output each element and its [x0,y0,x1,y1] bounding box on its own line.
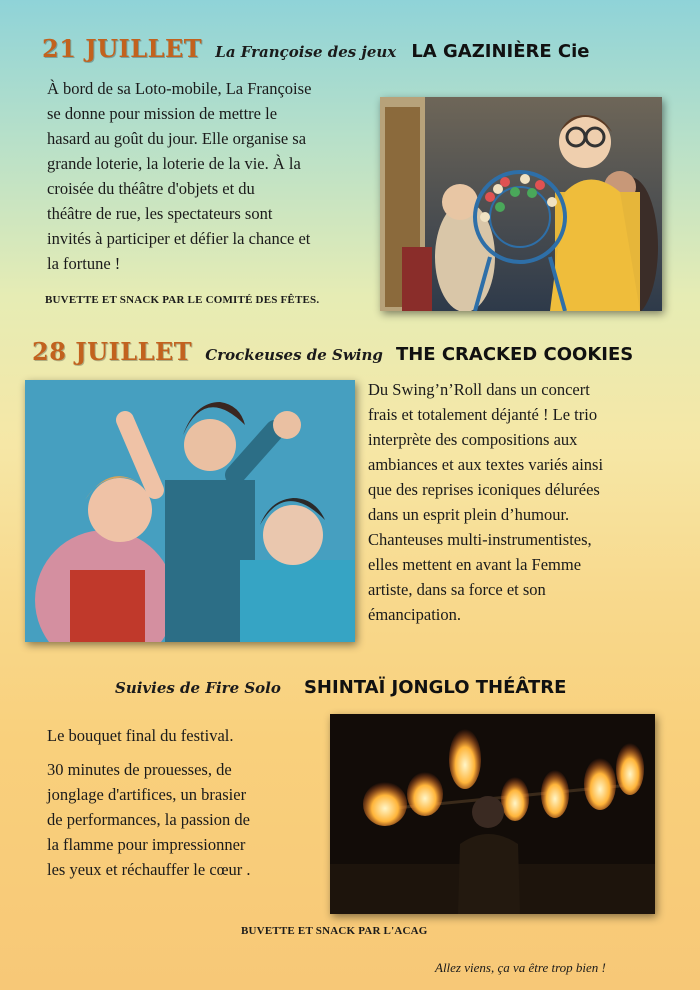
section3-heading [115,677,566,698]
section3-text [47,757,305,882]
section1-heading [42,34,590,63]
text-line: elles mettent en avant la Femme [368,555,582,574]
section2-date: 28 JUILLET [32,337,193,366]
text-line: frais et totalement déjanté ! Le trio [368,405,598,424]
text-line: croisée du théâtre d'objets et du [47,179,255,198]
text-line: la fortune ! [47,254,121,273]
text-line: se donne pour mission de mettre le [47,104,278,123]
section1-company: LA GAZINIÈRE Cie [411,41,590,62]
text-line: que des reprises iconiques délurées [368,480,600,499]
text-line: invités à participer et défier la chance et [47,229,311,248]
text-line: grande loterie, la loterie de la vie. À la [47,154,301,173]
cracked-cookies-photo [25,380,355,642]
text-line: émancipation. [368,605,462,624]
text-line: Chanteuses multi-instrumentistes, [368,530,592,549]
section3-company: SHINTAÏ JONGLO THÉÂTRE [303,677,567,698]
text-line: Du Swing’n’Roll dans un concert [368,380,590,399]
text-line: jonglage d'artifices, un brasier [47,785,247,804]
section3-intro: Le bouquet final du festival. [47,726,234,745]
section3-note: BUVETTE ET SNACK PAR L'ACAG [241,925,428,937]
text-line: 30 minutes de prouesses, de [47,760,232,779]
text-line: dans un esprit plein d’humour. [368,505,570,524]
lottery-performer-illustration [380,97,662,311]
section2-heading [32,337,633,366]
trio-illustration [25,380,355,642]
section1-subtitle: La Françoise des jeux [215,43,397,61]
closing-message: Allez viens, ça va être trop bien ! [435,960,606,975]
text-line: interprète des compositions aux [368,430,578,449]
fire-juggler-photo [330,714,655,914]
text-line: théâtre de rue, les spectateurs sont [47,204,273,223]
text-line: les yeux et réchauffer le cœur . [47,860,251,879]
text-line: artiste, dans sa force et son [368,580,546,599]
lottery-performer-photo [380,97,662,311]
section2-text [368,377,662,627]
section1-note: BUVETTE ET SNACK PAR LE COMITÉ DES FÊTES. [45,294,320,306]
text-line: ambiances et aux textes variés ainsi [368,455,604,474]
section3-subtitle: Suivies de Fire Solo [115,679,281,697]
section1-date: 21 JUILLET [42,34,203,63]
section1-text [47,76,367,276]
fire-juggler-illustration [330,714,655,914]
text-line: hasard au goût du jour. Elle organise sa [47,129,307,148]
text-line: de performances, la passion de [47,810,250,829]
text-line: À bord de sa Loto-mobile, La Françoise [47,79,312,98]
section2-company: THE CRACKED COOKIES [395,344,634,365]
text-line: la flamme pour impressionner [47,835,246,854]
section2-subtitle: Crockeuses de Swing [205,346,383,364]
